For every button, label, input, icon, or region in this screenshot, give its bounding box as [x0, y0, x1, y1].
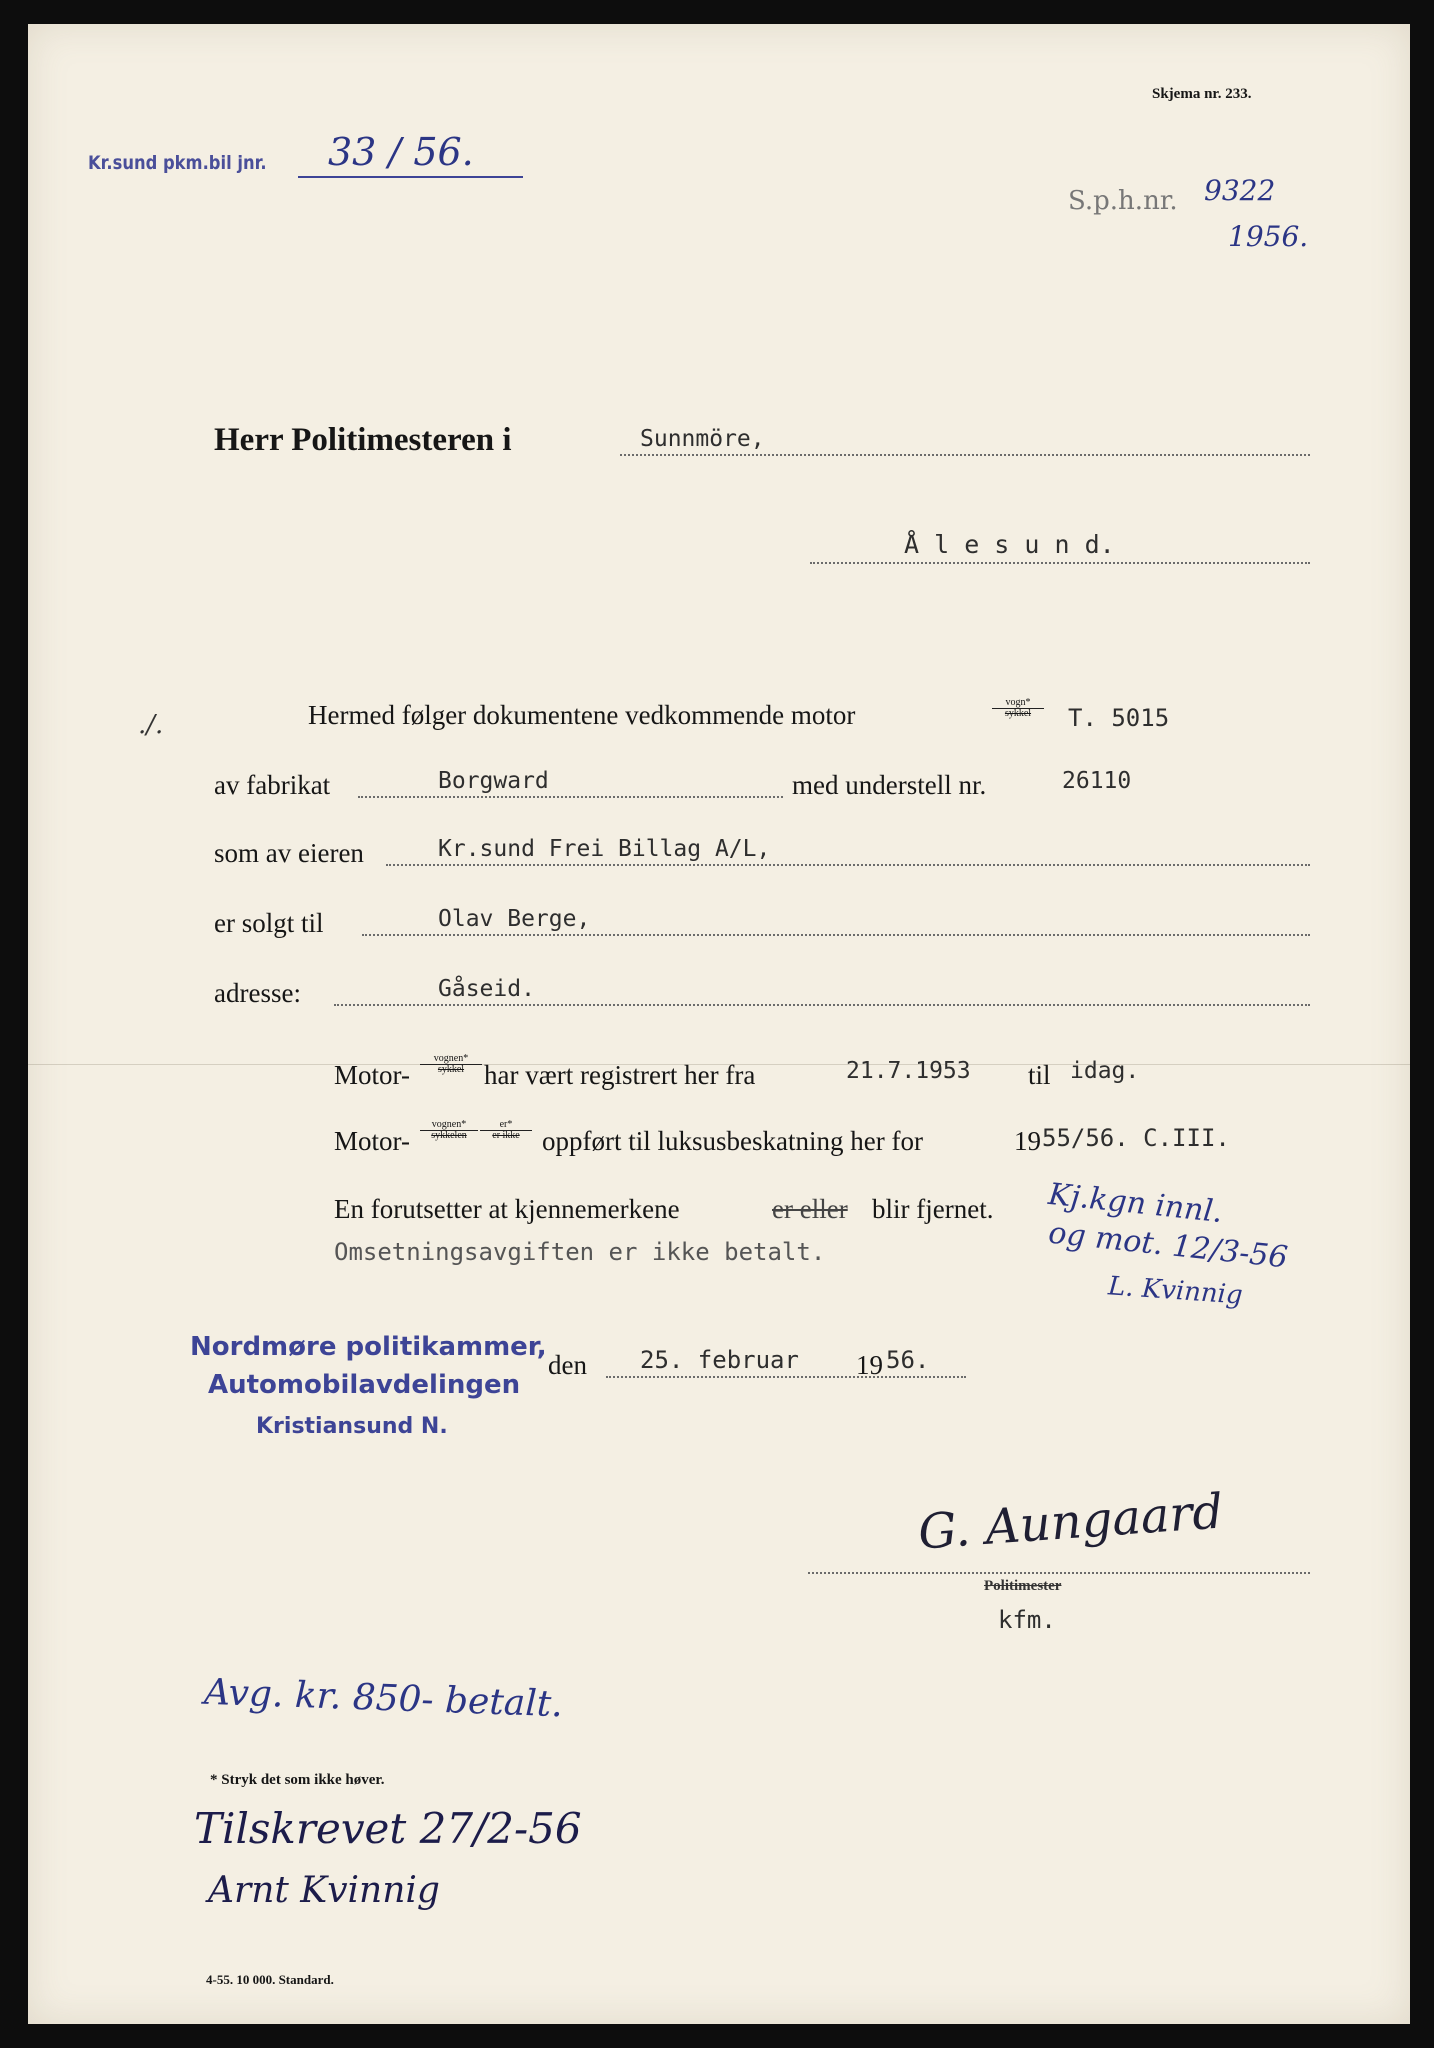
- solgt-line: [362, 934, 1310, 936]
- sph-ref-year: 1956.: [1228, 220, 1309, 253]
- adresse-value: Gåseid.: [438, 976, 535, 1002]
- stamp-line-1: Nordmøre politikammer,: [190, 1332, 547, 1362]
- paid-note: Avg. kr. 850- betalt.: [203, 1671, 564, 1726]
- date-line: [606, 1376, 966, 1378]
- stamp-line-2: Automobilavdelingen: [208, 1370, 521, 1400]
- reg-choice: [420, 1054, 482, 1075]
- signature-title: kfm.: [998, 1606, 1056, 1634]
- print-info: 4-55. 10 000. Standard.: [206, 1972, 334, 1987]
- tilskrevet-signature: Arnt Kvinnig: [208, 1870, 440, 1911]
- eier-line: [386, 864, 1310, 866]
- city-line: [810, 562, 1310, 564]
- margin-note-1: Kj.kgn innl.: [1046, 1176, 1225, 1231]
- date-day: 25. februar: [640, 1346, 799, 1374]
- stamp-line-3: Kristiansund N.: [256, 1414, 448, 1439]
- kr-sund-ref-label: Kr.sund pkm.bil jnr.: [88, 152, 267, 174]
- reg-from: 21.7.1953: [846, 1058, 971, 1084]
- eier-label: som av eieren: [214, 838, 364, 868]
- understell-value: 26110: [1062, 768, 1132, 794]
- lux-struck-1: sykkelen: [420, 1130, 478, 1141]
- omset-note: Omsetningsavgiften er ikke betalt.: [334, 1238, 826, 1266]
- kjenne-b: blir fjernet.: [872, 1194, 994, 1224]
- lux-year-printed: 19: [1014, 1126, 1041, 1156]
- understell-label: med understell nr.: [792, 770, 987, 800]
- form-number: Skjema nr. 233.: [1152, 86, 1252, 102]
- document-sheet: [28, 24, 1410, 2024]
- tilskrevet-note: Tilskrevet 27/2-56: [194, 1804, 582, 1853]
- reg-number: T. 5015: [1068, 704, 1170, 732]
- lux-mid: oppført til luksusbeskatning her for: [542, 1126, 923, 1156]
- date-year-typed: 56.: [886, 1346, 930, 1374]
- lux-sup-2: er*: [499, 1119, 513, 1130]
- date-den: den: [548, 1350, 587, 1380]
- fabrikat-label: av fabrikat: [214, 770, 331, 800]
- lux-choice-1: [420, 1120, 478, 1141]
- fabrikat-value: Borgward: [438, 768, 549, 794]
- kjenne-struck: er eller: [772, 1194, 848, 1224]
- date-year-printed: 19: [856, 1350, 883, 1380]
- line1-sup: vogn*: [1005, 697, 1031, 708]
- reg-prefix: Motor-: [334, 1060, 410, 1090]
- line1-struck: sykkel: [992, 708, 1044, 719]
- lux-choice-2: [480, 1120, 532, 1141]
- signature-title-struck: Politimester: [984, 1578, 1062, 1594]
- signature: G. Aungaard: [916, 1483, 1225, 1561]
- reg-til: til: [1028, 1060, 1051, 1090]
- adresse-label: adresse:: [214, 978, 301, 1008]
- margin-note-3: L. Kvinnig: [1107, 1271, 1244, 1311]
- kjenne-a: En forutsetter at kjennemerkene: [334, 1194, 680, 1224]
- city-value: Å l e s u n d.: [904, 530, 1115, 559]
- sph-ref-value: 9322: [1204, 174, 1276, 207]
- lux-year-typed: 55/56. C.III.: [1042, 1124, 1230, 1152]
- eier-value: Kr.sund Frei Billag A/L,: [438, 836, 771, 862]
- lux-struck-2: er ikke: [480, 1130, 532, 1141]
- reg-sup: vognen*: [433, 1053, 469, 1064]
- kr-sund-ref-value: 33 / 56.: [328, 130, 474, 174]
- kr-sund-ref-underline: [298, 176, 523, 178]
- addressee-title: Herr Politimesteren i: [214, 422, 512, 458]
- margin-note-2: og mot. 12/3-56: [1046, 1215, 1290, 1276]
- reg-mid: har vært registrert her fra: [484, 1060, 756, 1090]
- reg-struck: sykkel: [420, 1064, 482, 1075]
- reg-to: idag.: [1070, 1058, 1140, 1084]
- footnote: * Stryk det som ikke høver.: [210, 1772, 385, 1788]
- line1-choice: [992, 698, 1044, 719]
- lux-sup-1: vognen*: [431, 1119, 467, 1130]
- solgt-value: Olav Berge,: [438, 906, 591, 932]
- sph-ref-label: S.p.h.nr.: [1068, 186, 1178, 216]
- signature-line: [808, 1572, 1310, 1574]
- margin-mark: ./.: [138, 710, 164, 740]
- district-line: [620, 454, 1310, 456]
- solgt-label: er solgt til: [214, 908, 324, 938]
- district-value: Sunnmöre,: [640, 426, 765, 452]
- fabrikat-line: [358, 796, 783, 798]
- lux-prefix: Motor-: [334, 1126, 410, 1156]
- line1-label: Hermed følger dokumentene vedkommende motor: [308, 700, 856, 730]
- adresse-line: [334, 1004, 1310, 1006]
